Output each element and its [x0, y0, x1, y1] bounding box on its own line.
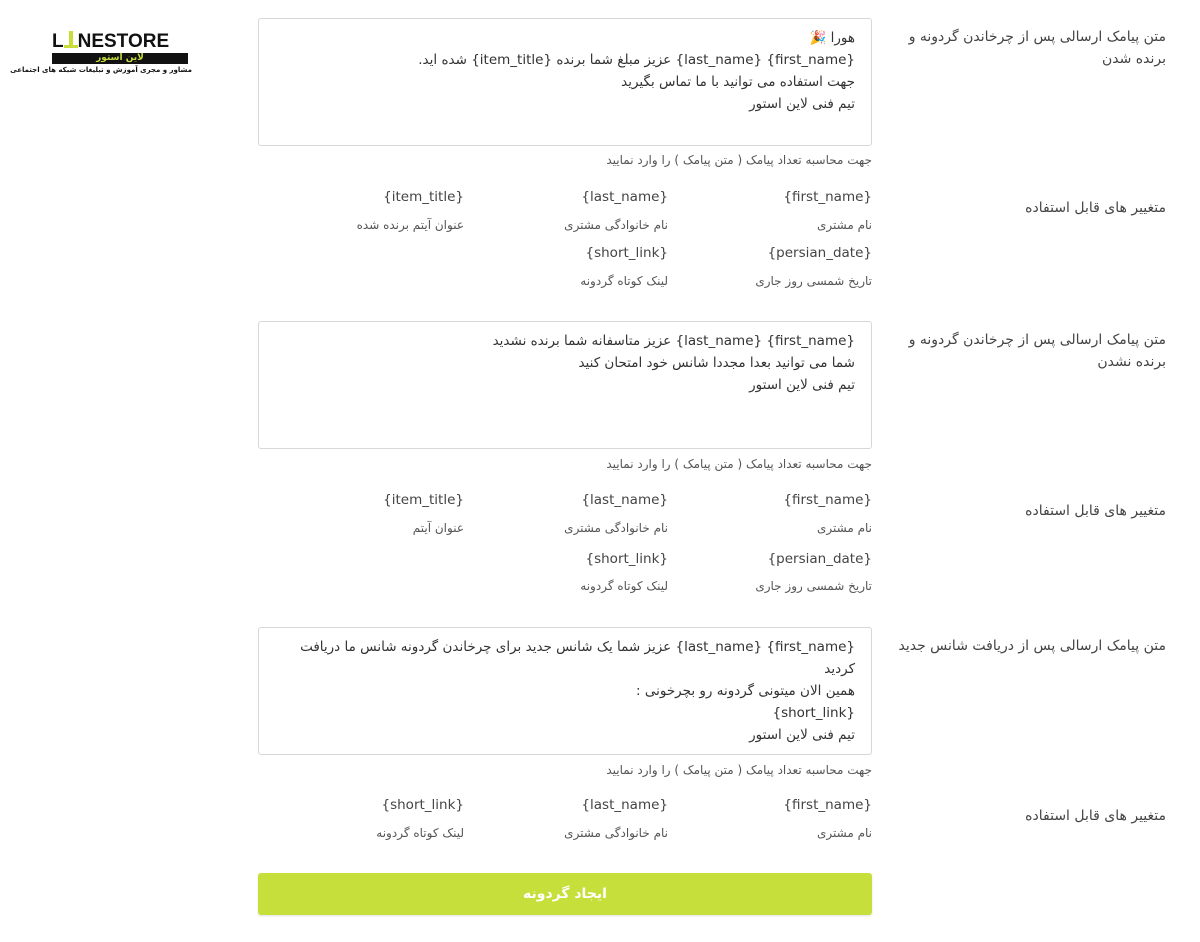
var-persian-date-desc: تاریخ شمسی روز جاری [755, 274, 872, 288]
new-chance-sms-hint: جهت محاسبه تعداد پیامک ( متن پیامک ) را وارد نمایید [606, 763, 872, 777]
var-first-name: {first_name} [783, 189, 872, 205]
var-item-title-desc: عنوان آیتم [412, 521, 464, 535]
lose-sms-label: متن پیامک ارسالی پس از چرخاندن گردونه و برنده نشدن [908, 332, 1166, 370]
var-short-link-desc: لینک کوتاه گردونه [580, 274, 668, 288]
new-chance-sms-label: متن پیامک ارسالی پس از دریافت شانس جدید [898, 638, 1166, 654]
var-short-link-desc: لینک کوتاه گردونه [376, 826, 464, 840]
var-persian-date-desc: تاریخ شمسی روز جاری [755, 579, 872, 593]
var-last-name-desc: نام خانوادگی مشتری [564, 521, 668, 535]
lose-sms-hint: جهت محاسبه تعداد پیامک ( متن پیامک ) را وارد نمایید [606, 457, 872, 471]
var-short-link: {short_link} [381, 797, 464, 813]
var-last-name: {last_name} [581, 189, 668, 205]
new-chance-sms-textarea[interactable]: {first_name} {last_name} عزیز شما یک شانس جدید برای چرخاندن گردونه شانس ما دریافت کردید همین الان میتونی گردونه رو بچرخونی : {short_link} تیم فنی لاین استور [258, 627, 872, 755]
var-first-name: {first_name} [783, 492, 872, 508]
var-item-title-desc: عنوان آیتم برنده شده [356, 218, 464, 232]
win-sms-label: متن پیامک ارسالی پس از چرخاندن گردونه و برنده شدن [908, 29, 1166, 67]
var-item-title: {item_title} [383, 492, 464, 508]
var-first-name-desc: نام مشتری [816, 521, 872, 535]
lainstore-logo [10, 22, 192, 76]
var-short-link: {short_link} [585, 551, 668, 567]
var-last-name-desc: نام خانوادگی مشتری [564, 218, 668, 232]
lose-sms-textarea[interactable]: {first_name} {last_name} عزیز متاسفانه شما برنده نشدید شما می توانید بعدا مجددا شانس خود امتحان کنید تیم فنی لاین استور [258, 321, 872, 449]
win-sms-textarea[interactable]: هورا 🎉 {first_name} {last_name} عزیز مبلغ شما برنده {item_title} شده اید. جهت استفاده می توانید با ما تماس بگیرید تیم فنی لاین استور [258, 18, 872, 146]
var-last-name-desc: نام خانوادگی مشتری [564, 826, 668, 840]
var-short-link: {short_link} [585, 245, 668, 261]
var-first-name-desc: نام مشتری [816, 826, 872, 840]
var-short-link-desc: لینک کوتاه گردونه [580, 579, 668, 593]
win-sms-hint: جهت محاسبه تعداد پیامک ( متن پیامک ) را وارد نمایید [606, 153, 872, 167]
logo-persian-name: لاین استور [52, 53, 188, 64]
win-vars-label: متغییر های قابل استفاده [1025, 200, 1166, 216]
var-first-name-desc: نام مشتری [816, 218, 872, 232]
var-first-name: {first_name} [783, 797, 872, 813]
logo-tagline: مشاور و مجری آموزش و تبلیغات شبکه های اجتماعی [10, 66, 192, 74]
logo-tower-icon [64, 32, 78, 48]
logo-brand: L NESTORE [52, 31, 170, 52]
var-persian-date: {persian_date} [767, 245, 872, 261]
var-last-name: {last_name} [581, 492, 668, 508]
var-persian-date: {persian_date} [767, 551, 872, 567]
var-last-name: {last_name} [581, 797, 668, 813]
new-chance-vars-label: متغییر های قابل استفاده [1025, 808, 1166, 824]
create-wheel-button[interactable]: ایجاد گردونه [258, 873, 872, 915]
var-item-title: {item_title} [383, 189, 464, 205]
lose-vars-label: متغییر های قابل استفاده [1025, 503, 1166, 519]
